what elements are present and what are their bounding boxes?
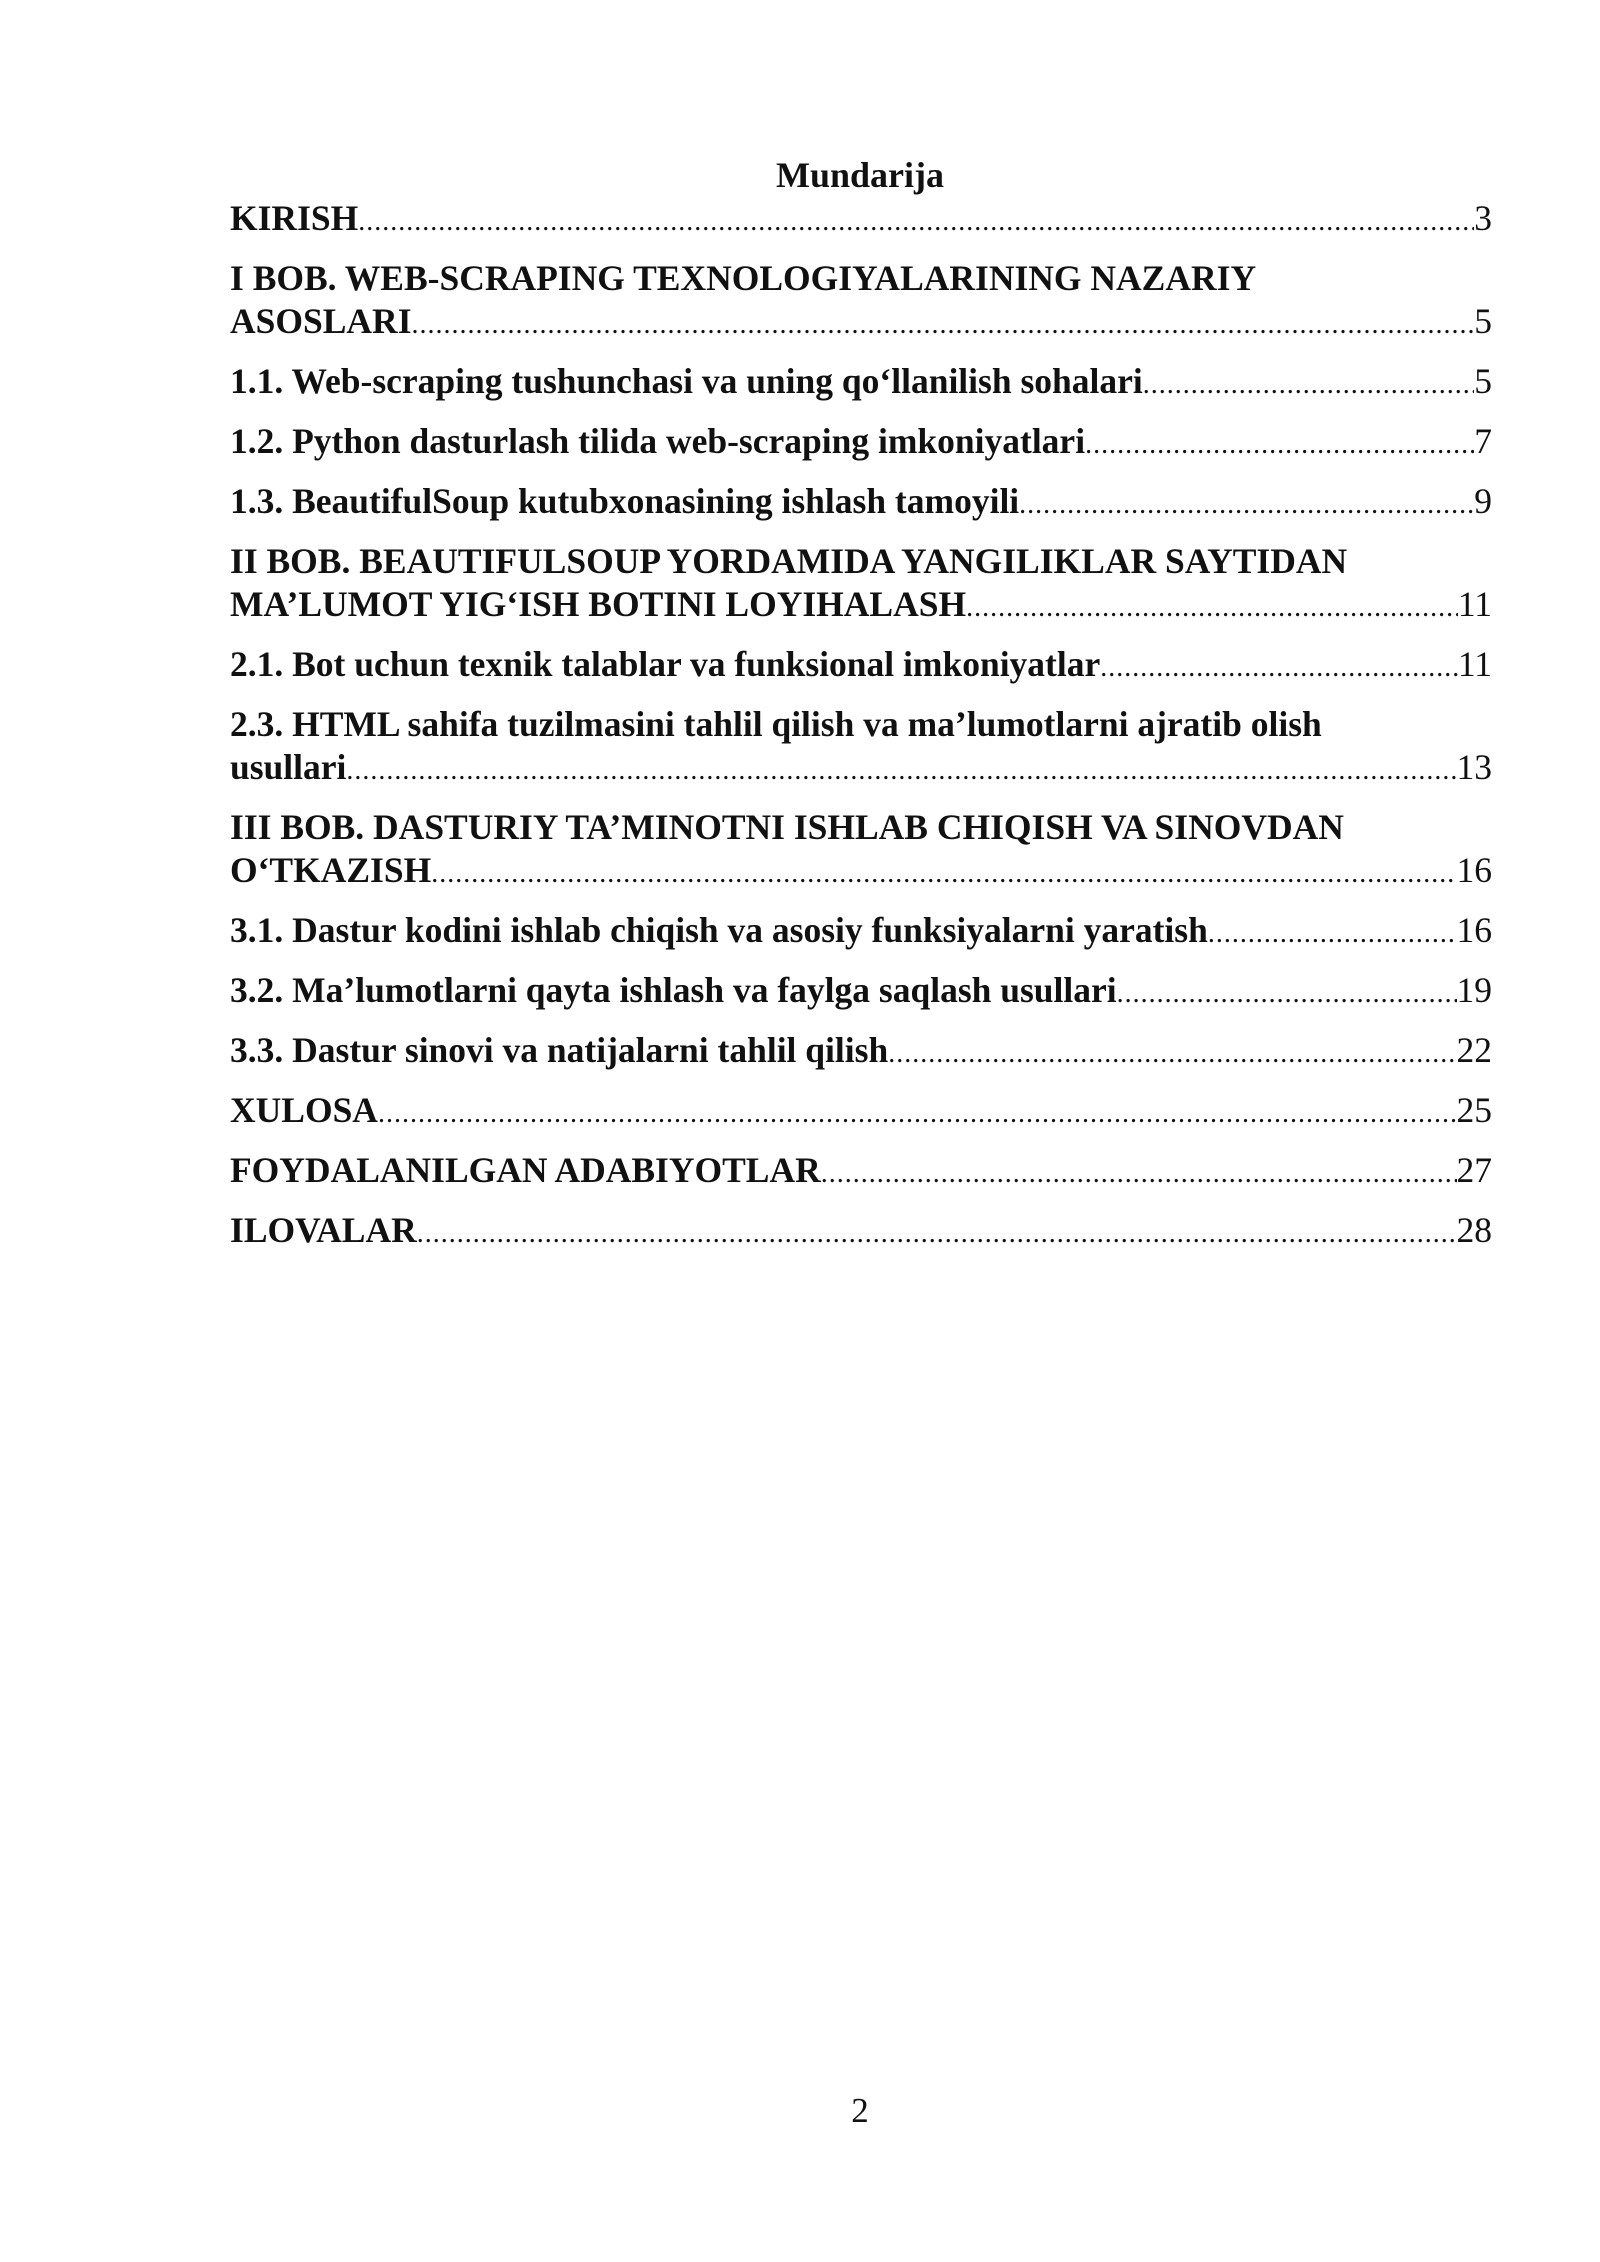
toc-entry-row xyxy=(230,360,1492,406)
toc-entry[interactable] xyxy=(230,969,1492,1015)
table-of-contents xyxy=(230,197,1492,1269)
page-number: 2 xyxy=(851,2091,869,2130)
toc-entry-row xyxy=(230,746,1492,792)
toc-entry-page: 11 xyxy=(1457,644,1492,684)
toc-entry-title: 1.1. Web-scraping tushunchasi va uning qo‘llanilish sohalari xyxy=(230,361,1143,401)
toc-entry-row xyxy=(230,1089,1492,1135)
toc-entry-title: O‘TKAZISH xyxy=(230,850,432,890)
toc-entry-title: MA’LUMOT YIG‘ISH BOTINI LOYIHALASH xyxy=(230,584,967,624)
toc-entry[interactable] xyxy=(230,360,1492,406)
toc-entry-page: 9 xyxy=(1474,481,1492,521)
toc-entry-title: ILOVALAR xyxy=(230,1210,417,1250)
toc-entry-title: KIRISH xyxy=(230,198,359,238)
toc-entry-row xyxy=(230,1029,1492,1075)
toc-entry-page: 11 xyxy=(1457,584,1492,624)
toc-entry-page: 19 xyxy=(1456,970,1492,1010)
dot-leader xyxy=(821,1152,1457,1195)
toc-entry-row xyxy=(230,420,1492,466)
dot-leader xyxy=(1085,423,1474,466)
toc-entry-title: 1.3. BeautifulSoup kutubxonasining ishlash tamoyili xyxy=(230,481,1020,521)
toc-entry-row xyxy=(230,1149,1492,1195)
toc-entry[interactable] xyxy=(230,1089,1492,1135)
dot-leader xyxy=(966,586,1458,629)
toc-entry-row xyxy=(230,849,1492,895)
toc-entry-page: 28 xyxy=(1456,1210,1492,1250)
toc-entry-row xyxy=(230,969,1492,1015)
toc-entry-title: usullari xyxy=(230,747,347,787)
toc-entry-row xyxy=(230,583,1492,629)
dot-leader xyxy=(346,749,1456,792)
dot-leader xyxy=(1208,912,1457,955)
dot-leader xyxy=(1100,646,1458,689)
toc-entry[interactable] xyxy=(230,1149,1492,1195)
toc-entry-title-line: III BOB. DASTURIY TA’MINOTNI ISHLAB CHIQISH VA SINOVDAN xyxy=(230,807,1344,847)
toc-entry-title-line: 2.3. HTML sahifa tuzilmasini tahlil qilish va ma’lumotlarni ajratib olish xyxy=(230,704,1322,744)
dot-leader xyxy=(431,852,1456,895)
toc-entry-title: FOYDALANILGAN ADABIYOTLAR xyxy=(230,1150,821,1190)
toc-entry-title: 3.2. Ma’lumotlarni qayta ishlash va faylga saqlash usullari xyxy=(230,970,1117,1010)
toc-entry-row xyxy=(230,197,1492,243)
toc-entry[interactable] xyxy=(230,420,1492,466)
toc-entry-page: 25 xyxy=(1456,1090,1492,1130)
toc-entry[interactable] xyxy=(230,1209,1492,1255)
toc-entry-row xyxy=(230,480,1492,526)
toc-entry-title-line: I BOB. WEB-SCRAPING TEXNOLOGIYALARINING NAZARIY xyxy=(230,258,1257,298)
toc-entry-page: 16 xyxy=(1456,850,1492,890)
toc-entry[interactable] xyxy=(230,197,1492,243)
toc-entry-page: 16 xyxy=(1456,910,1492,950)
dot-leader xyxy=(417,1212,1457,1255)
toc-entry-row xyxy=(230,300,1492,346)
toc-entry-title: 1.2. Python dasturlash tilida web-scraping imkoniyatlari xyxy=(230,421,1086,461)
toc-entry-row xyxy=(230,909,1492,955)
toc-entry[interactable] xyxy=(230,480,1492,526)
dot-leader xyxy=(358,200,1474,243)
toc-entry-title: XULOSA xyxy=(230,1090,378,1130)
dot-leader xyxy=(378,1092,1457,1135)
toc-entry-row xyxy=(230,1209,1492,1255)
toc-entry-title: ASOSLARI xyxy=(230,301,412,341)
toc-entry[interactable] xyxy=(230,703,1492,792)
toc-entry-page: 27 xyxy=(1456,1150,1492,1190)
dot-leader xyxy=(888,1032,1456,1075)
toc-entry-title: 2.1. Bot uchun texnik talablar va funksional imkoniyatlar xyxy=(230,644,1101,684)
toc-entry-page: 13 xyxy=(1456,747,1492,787)
dot-leader xyxy=(1117,972,1457,1015)
toc-entry-page: 3 xyxy=(1474,198,1492,238)
toc-entry-page: 22 xyxy=(1456,1030,1492,1070)
toc-entry-page: 7 xyxy=(1474,421,1492,461)
toc-entry-row xyxy=(230,643,1492,689)
toc-entry[interactable] xyxy=(230,909,1492,955)
toc-entry[interactable] xyxy=(230,540,1492,629)
toc-entry[interactable] xyxy=(230,806,1492,895)
page-title: Mundarija xyxy=(775,155,944,195)
toc-entry-page: 5 xyxy=(1474,301,1492,341)
dot-leader xyxy=(1019,483,1474,526)
toc-entry[interactable] xyxy=(230,257,1492,346)
dot-leader xyxy=(1143,363,1474,406)
toc-entry-title-line: II BOB. BEAUTIFULSOUP YORDAMIDA YANGILIKLAR SAYTIDAN xyxy=(230,541,1348,581)
toc-entry-title: 3.3. Dastur sinovi va natijalarni tahlil qilish xyxy=(230,1030,889,1070)
toc-entry[interactable] xyxy=(230,1029,1492,1075)
toc-entry-page: 5 xyxy=(1474,361,1492,401)
toc-entry[interactable] xyxy=(230,643,1492,689)
dot-leader xyxy=(412,303,1475,346)
toc-entry-title: 3.1. Dastur kodini ishlab chiqish va asosiy funksiyalarni yaratish xyxy=(230,910,1208,950)
